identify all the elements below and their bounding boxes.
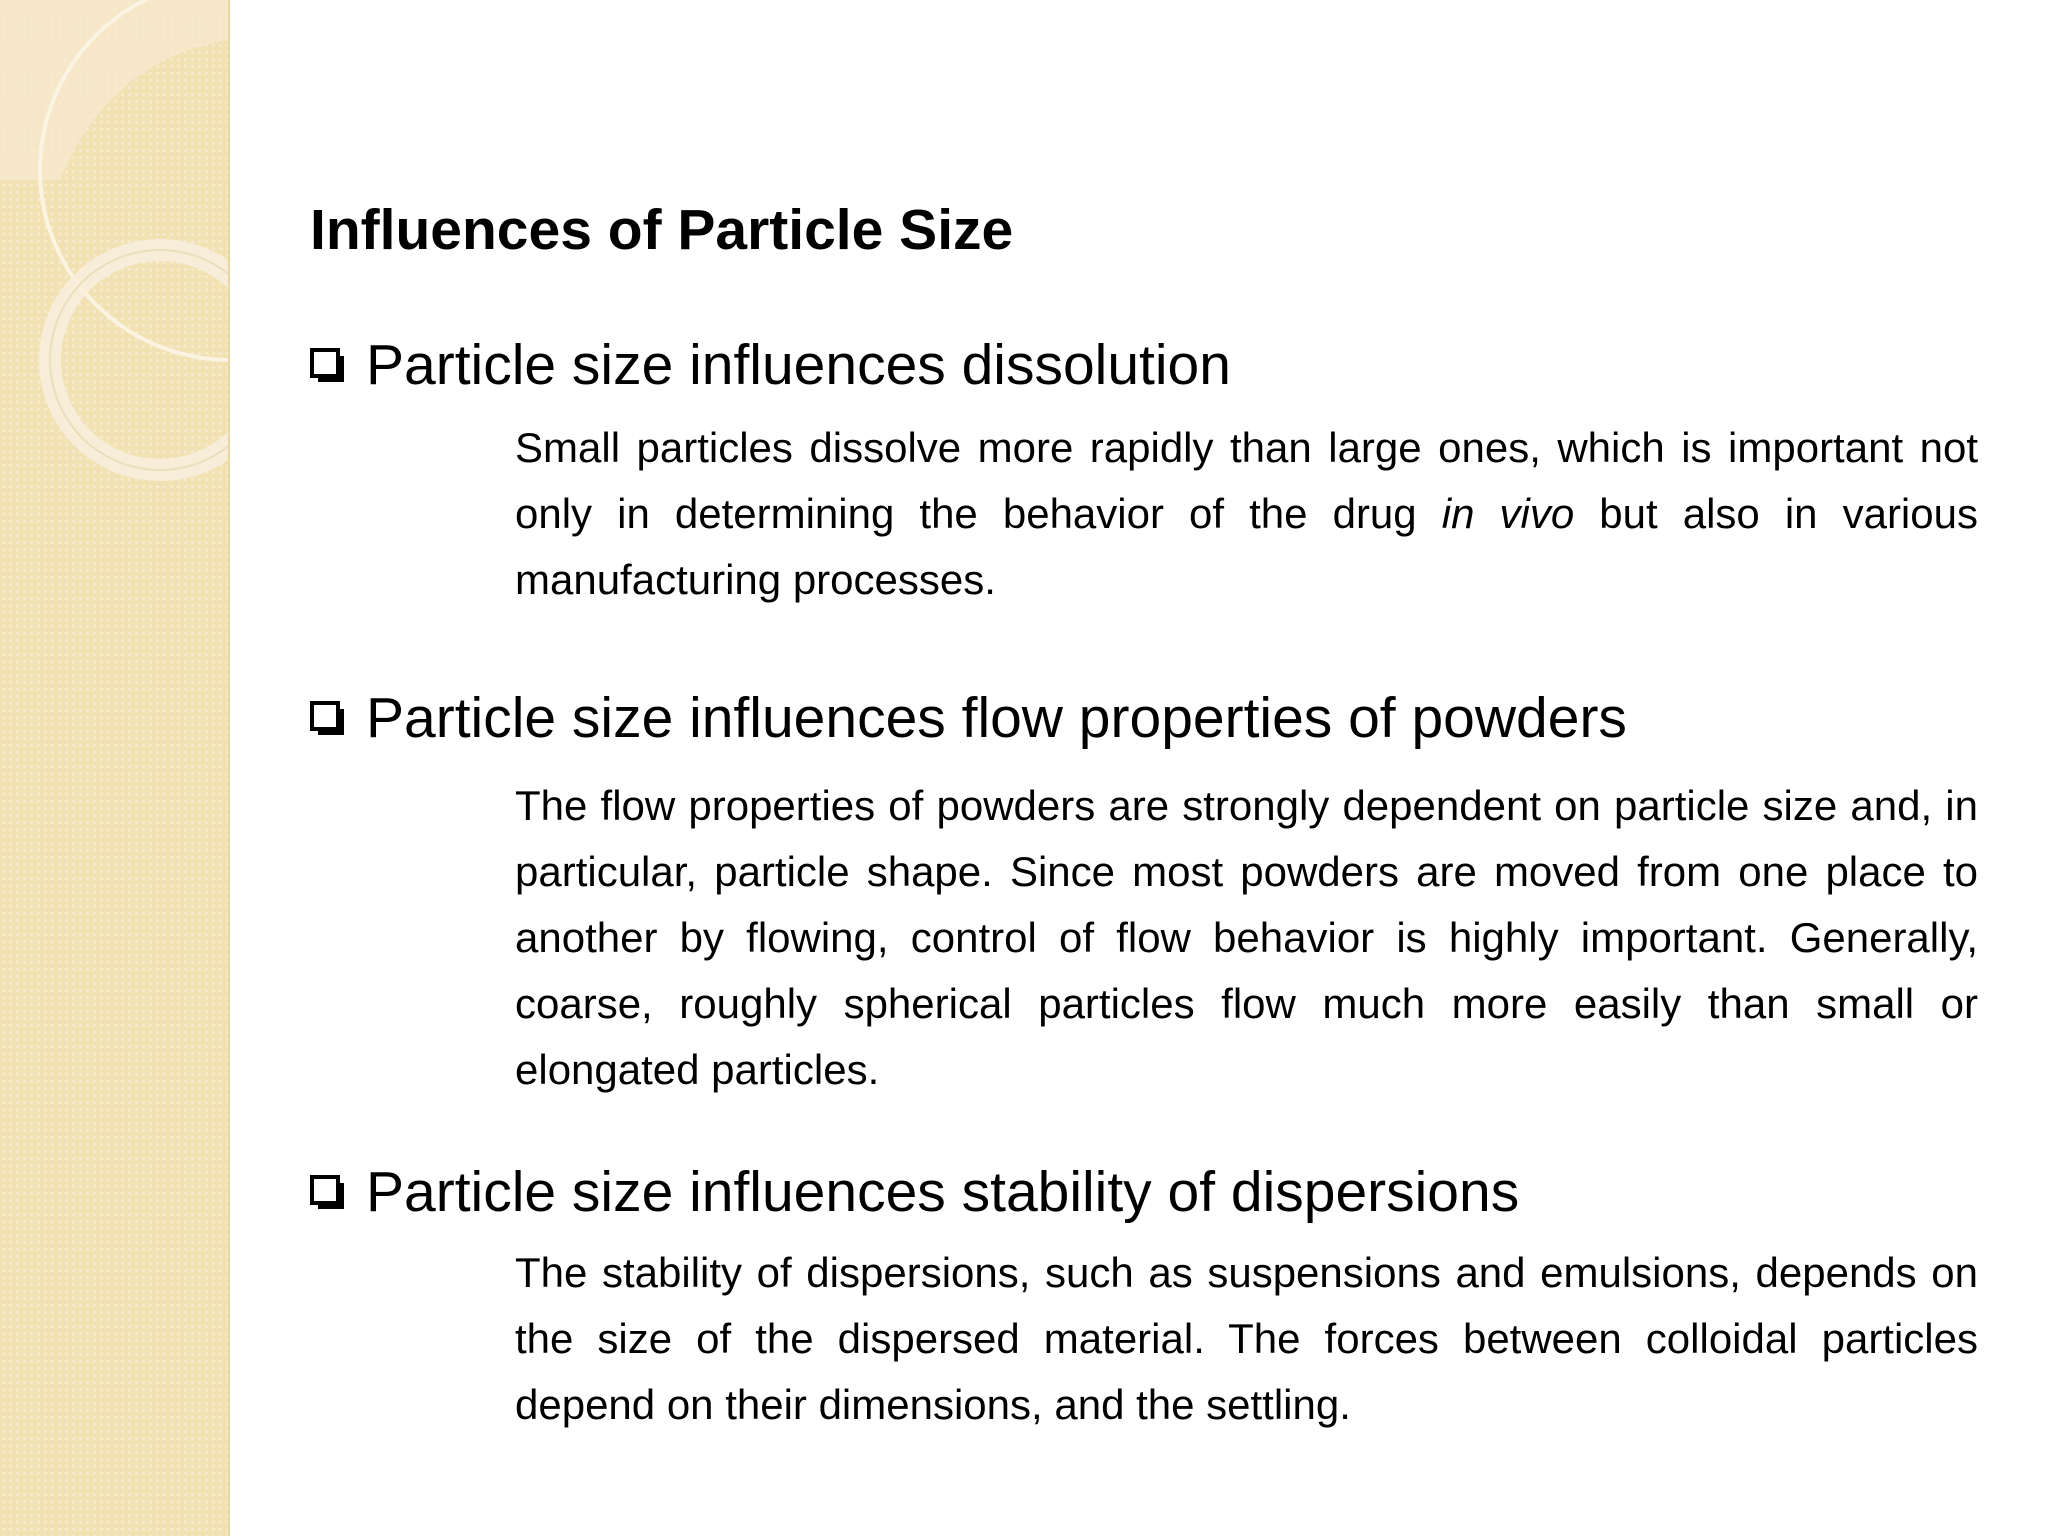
paragraph-flow: The flow properties of powders are strongly dependent on particle size and, in particular, particle shape. Since most powders are moved from one place to another by flowing, control of flow behavior is highly important. Generally, coarse, roughly spherical particles flow much more easily than small or elongated particles.	[515, 782, 1978, 1093]
bullet-heading-text: Particle size influences dissolution	[366, 333, 1231, 397]
paragraph-stability: The stability of dispersions, such as suspensions and emulsions, depends on the size of the dispersed material. The forces between colloidal particles depend on their dimensions, and the settling.	[515, 1249, 1978, 1428]
bullet-heading-dissolution	[310, 333, 1231, 399]
checkbox-bullet-icon	[310, 701, 346, 737]
paragraph-text: but also in various manufacturing processes.	[515, 490, 1978, 603]
italic-term: in vivo	[1441, 490, 1575, 537]
bullet-heading-text: Particle size influences stability of dispersions	[366, 1160, 1520, 1224]
decorative-sidebar	[0, 0, 230, 1536]
decorative-circles-icon	[0, 0, 228, 520]
bullet-heading-flow	[310, 686, 1627, 752]
bullet-heading-text: Particle size influences flow properties of powders	[366, 686, 1627, 750]
checkbox-bullet-icon	[310, 1175, 346, 1211]
checkbox-bullet-icon	[310, 348, 346, 384]
slide-title: Influences of Particle Size	[310, 198, 1014, 262]
bullet-heading-stability	[310, 1160, 1519, 1226]
paragraph-text: Small particles dissolve more rapidly than large ones, which is important not only in determining the behavior of the drug	[515, 424, 1978, 537]
paragraph-dissolution	[515, 415, 1978, 613]
